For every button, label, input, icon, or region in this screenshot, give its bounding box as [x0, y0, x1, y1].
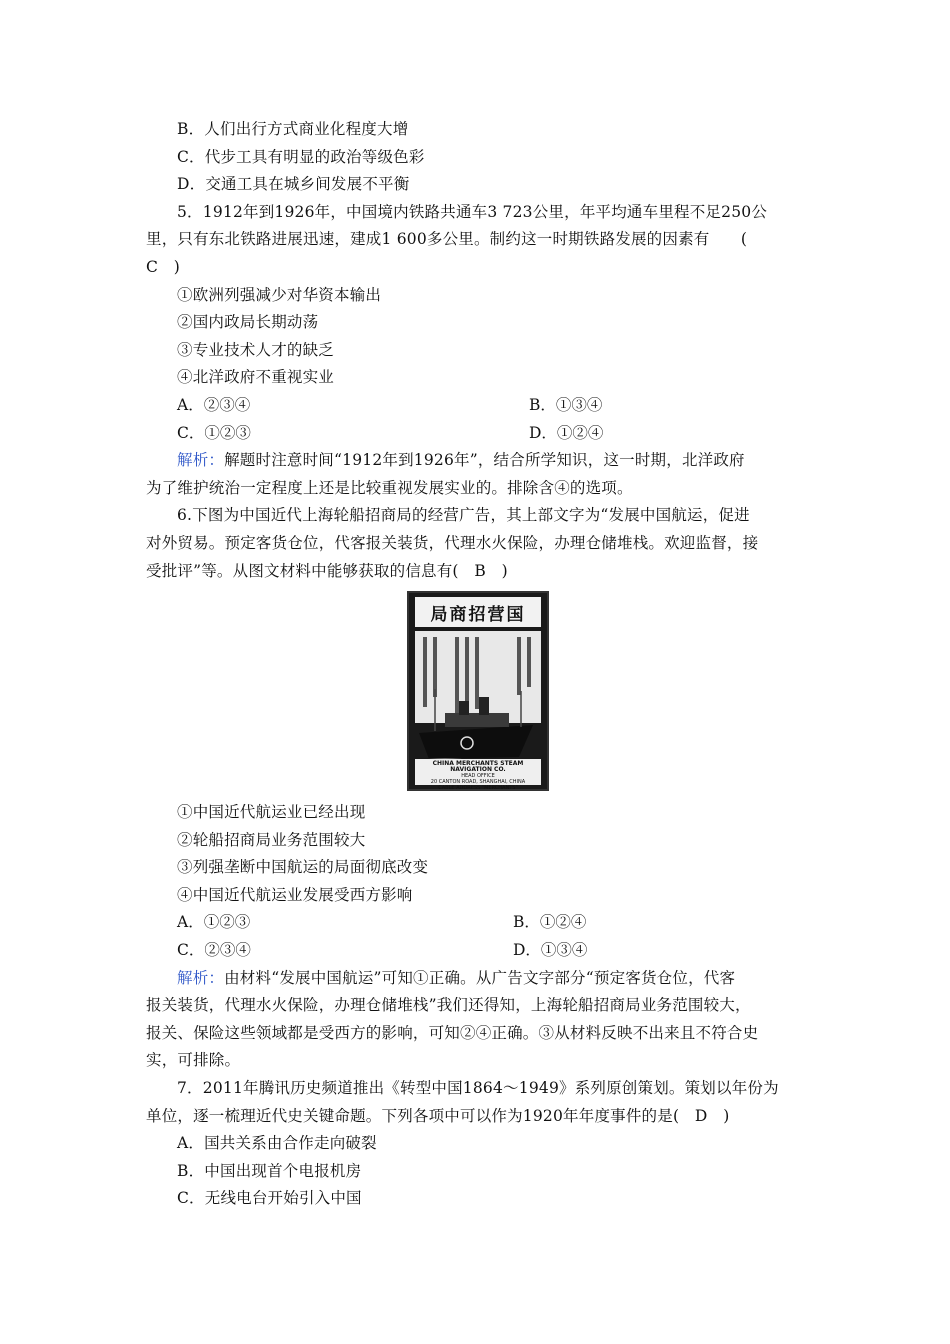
q6-item-2: ②轮船招商局业务范围较大	[177, 830, 366, 849]
q7-stem-line1: 7．2011年腾讯历史频道推出《转型中国1864～1949》系列原创策划。策划以年份为	[177, 1079, 779, 1098]
q6-options-row1	[146, 909, 810, 937]
q5-item-4: ④北洋政府不重视实业	[177, 368, 335, 387]
prev-option-d: D．交通工具在城乡间发展不平衡	[177, 175, 410, 194]
q6-item-1: ①中国近代航运业已经出现	[177, 803, 366, 822]
q5-item-3: ③专业技术人才的缺乏	[177, 340, 335, 359]
ad-caption-address: 20 CANTON ROAD, SHANGHAI, CHINA	[430, 779, 526, 786]
q5-stem-line1: 5．1912年到1926年，中国境内铁路共通车3 723公里，年平均通车里程不足250公	[177, 202, 768, 221]
q6-option-b: B．①②④	[513, 913, 587, 932]
q6-option-d: D．①③④	[513, 941, 588, 960]
q5-stem-line2: 里，只有东北铁路进展迅速，建成1 600多公里。制约这一时期铁路发展的因素有 (	[146, 230, 748, 249]
q6-item-4: ④中国近代航运业发展受西方影响	[177, 885, 413, 904]
ad-caption-company: CHINA MERCHANTS STEAM NAVIGATION CO.	[432, 760, 524, 774]
q6-analysis-line1	[146, 965, 810, 993]
advertisement-image	[407, 591, 549, 791]
q6-option-a: A．①②③	[177, 913, 251, 932]
q5-option-a: A．②③④	[177, 395, 251, 414]
q6-analysis-line3: 报关、保险这些领域都是受西方的影响，可知②④正确。③从材料反映不出来且不符合史	[146, 1023, 759, 1042]
steamship-icon	[415, 685, 541, 765]
document-page	[146, 116, 810, 1213]
q6-option-c: C．②③④	[177, 941, 251, 960]
q5-option-c: C．①②③	[177, 423, 251, 442]
q5-option-d: D．①②④	[529, 423, 604, 442]
q6-analysis-line2: 报关装货，代理水火保险，办理仓储堆栈”我们还得知，上海轮船招商局业务范围较大，	[146, 996, 751, 1015]
q5-item-1: ①欧洲列强减少对华资本输出	[177, 285, 382, 304]
ad-text-column	[527, 637, 531, 687]
q7-stem-line2: 单位，逐一梳理近代史关键命题。下列各项中可以作为1920年年度事件的是( D )	[146, 1106, 730, 1125]
q5-analysis-label: 解析：	[177, 451, 225, 470]
q6-options-row2	[146, 937, 810, 965]
ad-caption	[415, 759, 541, 792]
q5-analysis-line1	[146, 447, 810, 475]
q5-item-2: ②国内政局长期动荡	[177, 313, 319, 332]
prev-option-b: B．人们出行方式商业化程度大增	[177, 120, 409, 138]
q5-stem-line3: C )	[146, 257, 181, 276]
q6-analysis-label: 解析：	[177, 968, 225, 987]
q6-stem-line2: 对外贸易。预定客货仓位，代客报关装货，代理水火保险，办理仓储堆栈。欢迎监督，接	[146, 533, 759, 552]
q6-analysis-line4: 实，可排除。	[146, 1051, 241, 1070]
q5-options-row1	[146, 392, 810, 420]
ad-title: 局商招营国	[415, 597, 541, 627]
ad-caption-office: HEAD OFFICE	[461, 773, 495, 780]
q5-analysis-text1: 解题时注意时间“1912年到1926年”，结合所学知识，这一时期，北洋政府	[224, 451, 745, 470]
ad-caption-cable: CABLE ADDRESS "MERCHANTS"	[438, 785, 518, 792]
q6-analysis-text1: 由材料“发展中国航运”可知①正确。从广告文字部分“预定客货仓位，代客	[224, 968, 736, 987]
prev-option-c: C．代步工具有明显的政治等级色彩	[177, 147, 425, 166]
q6-stem-line3: 受批评”等。从图文材料中能够获取的信息有( B )	[146, 561, 508, 580]
q7-option-b: B．中国出现首个电报机房	[177, 1161, 362, 1180]
q5-option-b: B．①③④	[529, 395, 603, 414]
q5-analysis-line2: 为了维护统治一定程度上还是比较重视发展实业的。排除含④的选项。	[146, 478, 633, 497]
q6-stem-line1: 6.下图为中国近代上海轮船招商局的经营广告，其上部文字为“发展中国航运，促进	[177, 506, 750, 525]
q6-figure	[146, 591, 810, 791]
q6-item-3: ③列强垄断中国航运的局面彻底改变	[177, 858, 429, 877]
q7-option-c: C．无线电台开始引入中国	[177, 1189, 362, 1208]
q7-option-a: A．国共关系由合作走向破裂	[177, 1134, 377, 1153]
q5-options-row2	[146, 420, 810, 448]
